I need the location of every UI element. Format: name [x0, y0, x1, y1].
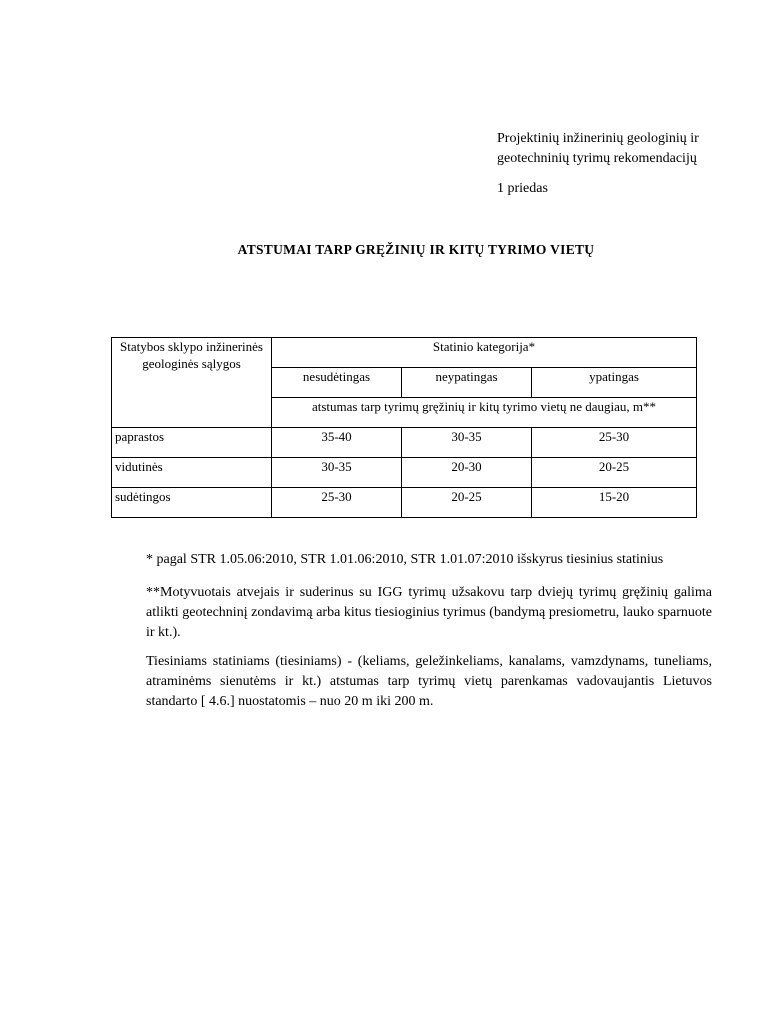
column-header: ypatingas — [532, 368, 697, 398]
table-row — [112, 488, 697, 518]
table-cell: 35-40 — [272, 428, 402, 458]
footnote-motivated-cases: **Motyvuotais atvejais ir suderinus su IGG tyrimų užsakovu tarp dviejų tyrimų gręžinių galima atlikti geotechninį zondavimą arba kitus tiesioginius tyrimus (bandymą presiometru, lauko sparnuote ir kt.). — [146, 585, 712, 640]
column-header: nesudėtingas — [272, 368, 402, 398]
header-line-2: geotechninių tyrimų rekomendacijų — [497, 151, 697, 166]
footnote-standards: * pagal STR 1.05.06:2010, STR 1.01.06:2010, STR 1.01.07:2010 išskyrus tiesinius statinius — [146, 552, 664, 567]
table-cell: 20-30 — [402, 458, 532, 488]
column-header: neypatingas — [402, 368, 532, 398]
header-line-1: Projektinių inžinerinių geologinių ir — [497, 131, 699, 146]
table-cell: 25-30 — [272, 488, 402, 518]
table-cell: 20-25 — [532, 458, 697, 488]
linear-structures-note: Tiesiniams statiniams (tiesiniams) - (keliams, geležinkeliams, kanalams, vamzdynams, tuneliams, atraminėms sienutėms ir kt.) atstumas tarp tyrimų vietų parenkamas vadovaujantis Lietuvos standarto [ 4.6.] nuostatomis – nuo 20 m iki 200 m. — [146, 654, 712, 709]
appendix-label: 1 priedas — [497, 181, 548, 196]
page-title: ATSTUMAI TARP GRĘŽINIŲ IR KITŲ TYRIMO VIETŲ — [237, 242, 595, 257]
category-header: Statinio kategorija* — [272, 338, 697, 368]
row-label: sudėtingos — [112, 488, 272, 518]
table-cell: 30-35 — [402, 428, 532, 458]
row-label: vidutinės — [112, 458, 272, 488]
table-row — [112, 428, 697, 458]
table-cell: 15-20 — [532, 488, 697, 518]
row-label: paprastos — [112, 428, 272, 458]
table-cell: 20-25 — [402, 488, 532, 518]
distance-header: atstumas tarp tyrimų gręžinių ir kitų tyrimo vietų ne daugiau, m** — [272, 398, 697, 428]
table-cell: 25-30 — [532, 428, 697, 458]
table-row — [112, 458, 697, 488]
table-cell: 30-35 — [272, 458, 402, 488]
document-header — [497, 129, 699, 169]
conditions-header: Statybos sklypo inžinerinės geologinės sąlygos — [112, 338, 272, 428]
distances-table — [111, 337, 697, 518]
